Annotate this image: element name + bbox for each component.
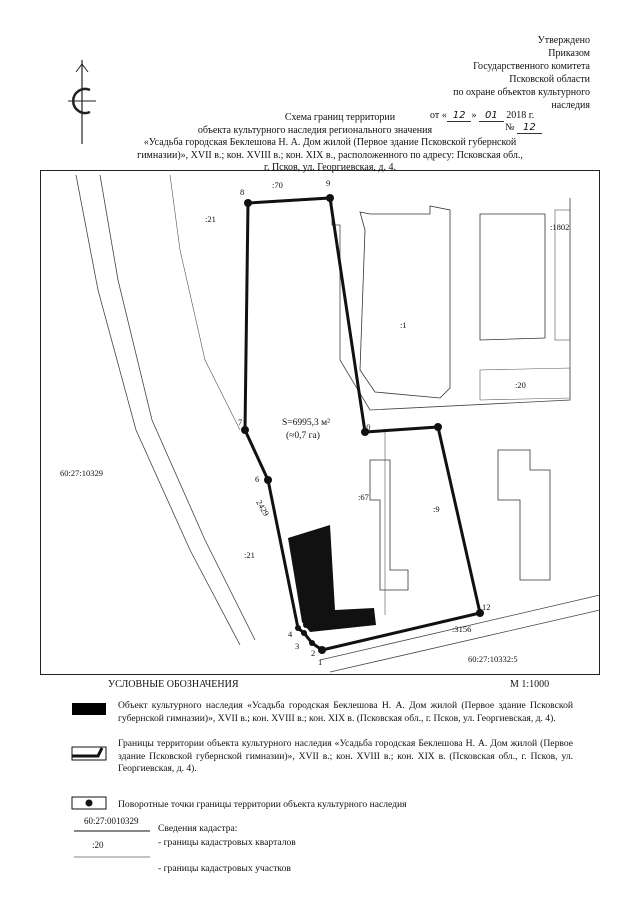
cadastre-title: Сведения кадастра: [158, 823, 238, 834]
legend-item-heritage: Объект культурного наследия «Усадьба городская Беклешова Н. А. Дом жилой (Первое здание Псковской губернской гимназии)», XVII в.; кон. XVIII в.; кон. XIX в. (Псковская обл., г. Псков, ул. Георгиевская, д. 4). [118, 700, 573, 724]
title-line: гимназии)», XVII в.; кон. XVIII в.; кон. XIX в., расположенного по адресу: Псковская обл., [137, 149, 523, 161]
area-ha-label: (≈0,7 га) [286, 431, 320, 441]
map-scale: М 1:1000 [510, 679, 550, 690]
cadastre-lines-symbol [72, 829, 152, 859]
point-label: 12 [482, 602, 491, 612]
approval-line: Приказом [548, 48, 590, 59]
seal-mark-icon [60, 60, 104, 144]
parcel-label: :1802 [550, 222, 570, 232]
parcel-label: :1 [400, 320, 407, 330]
cadastre-legend [158, 822, 296, 876]
point-label: 4 [288, 629, 293, 639]
title-line: г. Псков, ул. Георгиевская, д. 4. [263, 162, 397, 173]
approval-line: Утверждено [537, 35, 590, 46]
title-line: «Усадьба городская Беклешова Н. А. Дом жилой (Первое здание Псковской губернской [143, 137, 517, 148]
legend-item-boundary: Границы территории объекта культурного наследия «Усадьба городская Беклешова Н. А. Дом жилой (Первое здание Псковской губернской гимназии)», XVII в.; кон. XVIII в.; кон. XIX в. (Псковская обл., г. Псков, ул. Георгиевская, д. 4). [118, 738, 573, 774]
date-month: 01 [479, 110, 504, 122]
parcel-label: 60:27:10329 [60, 468, 103, 478]
approval-block [410, 34, 590, 112]
title-line: объекта культурного наследия регионального значения [197, 124, 433, 136]
legend-boundary-symbol [70, 744, 108, 764]
approval-line: по охране объектов культурного [453, 87, 590, 98]
parcel-label: :20 [515, 380, 526, 390]
area-label: S=6995,3 м² [282, 418, 331, 428]
parcel-label: :21 [205, 214, 216, 224]
legend-title: УСЛОВНЫЕ ОБОЗНАЧЕНИЯ [108, 679, 239, 690]
approval-line: Псковской области [509, 74, 590, 85]
legend-heritage-symbol [72, 703, 106, 715]
parcel-label: :21 [244, 550, 255, 560]
parcel-label: :3156 [452, 624, 472, 634]
point-label: 9 [326, 178, 331, 188]
point-label: 1 [318, 657, 323, 667]
parcel-label: 2429 [254, 498, 272, 518]
parcel-label: :70 [272, 180, 283, 190]
legend-item-points: Поворотные точки границы территории объекта культурного наследия [118, 799, 407, 810]
point-label: 5 [302, 615, 307, 625]
cadastre-quarter-code: 60:27:0010329 [84, 816, 139, 826]
point-label: 2 [311, 648, 316, 658]
point-label: 10 [362, 422, 371, 432]
cadastre-line-quarters: - границы кадастровых кварталов [158, 837, 296, 848]
cadastre-parcel-code: :20 [92, 840, 104, 850]
parcel-label: 60:27:10332:5 [468, 654, 518, 664]
approval-line: наследия [551, 100, 590, 111]
parcel-label: :9 [433, 504, 440, 514]
point-label: 3 [295, 641, 300, 651]
legend-point-symbol [70, 795, 108, 811]
date-prefix: от « [430, 110, 447, 121]
date-day: 12 [447, 110, 472, 122]
point-label: 6 [255, 474, 260, 484]
scheme-title [120, 112, 540, 175]
title-line: Схема границ территории [284, 112, 396, 123]
date-mid: » [471, 110, 477, 121]
point-label: 7 [238, 417, 243, 427]
date-year: 2018 г. [506, 110, 535, 121]
boundary-map [40, 170, 600, 675]
cadastre-line-parcels: - границы кадастровых участков [158, 863, 291, 874]
parcel-label: :67 [358, 492, 369, 502]
number-value: 12 [517, 122, 542, 134]
point-label: 8 [240, 187, 245, 197]
approval-line: Государственного комитета [473, 61, 590, 72]
number-prefix: № [505, 122, 515, 133]
